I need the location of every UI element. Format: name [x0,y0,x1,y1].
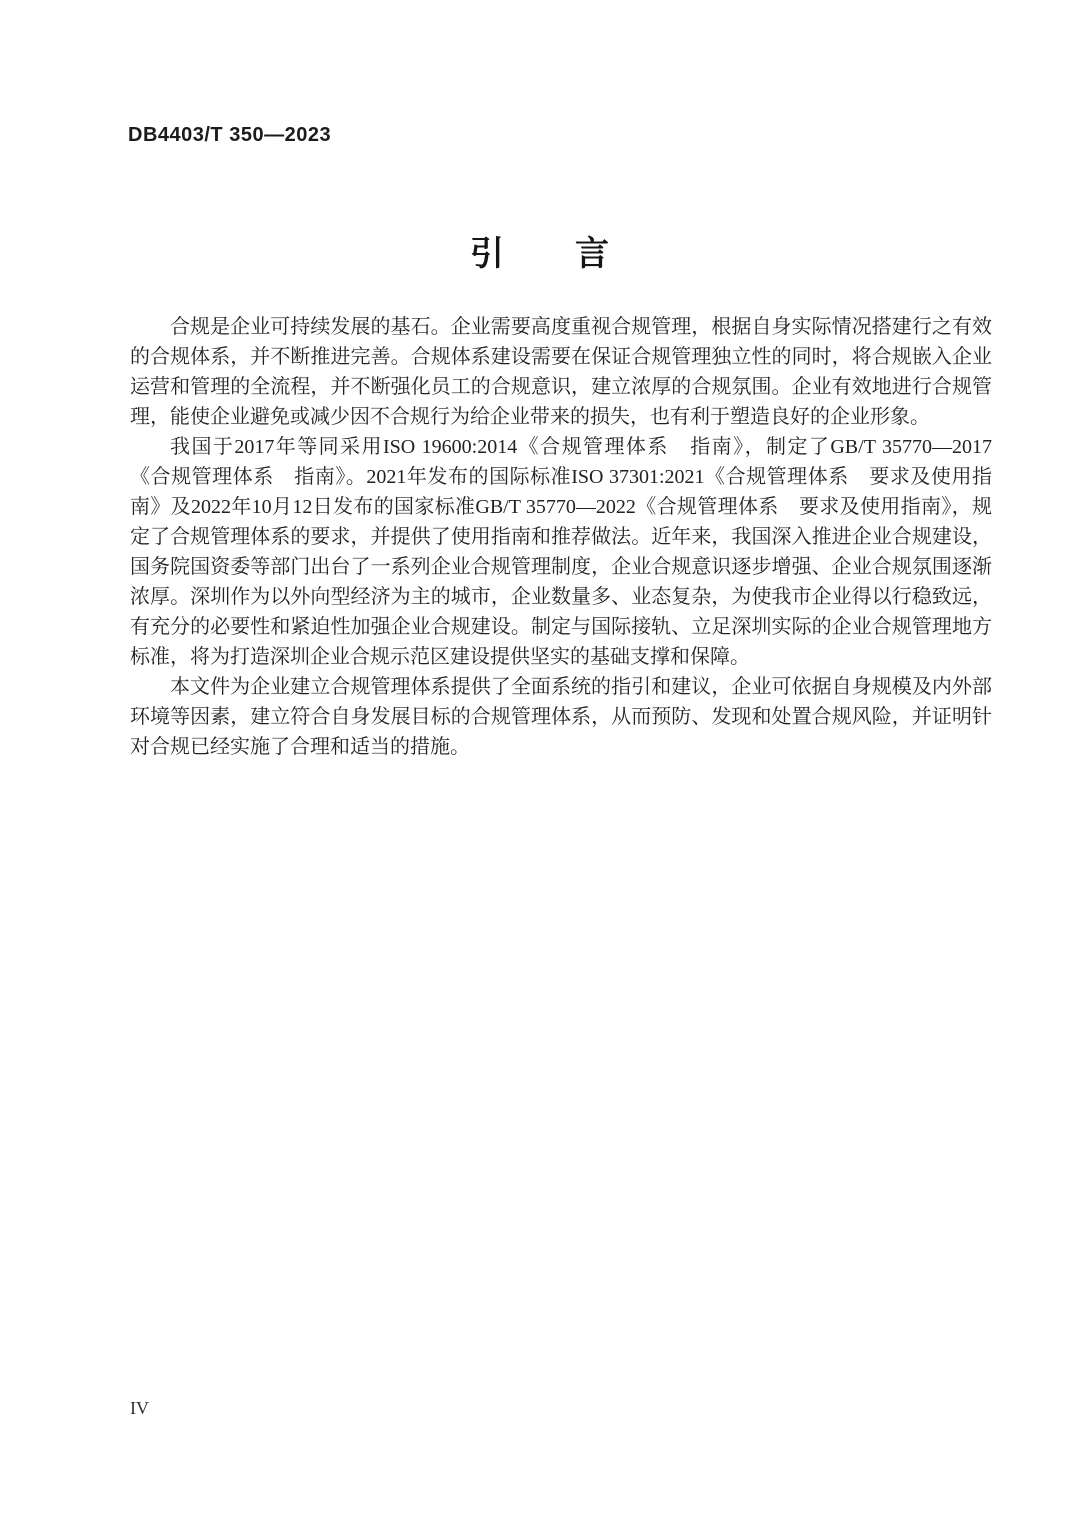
document-body [130,312,992,762]
paragraph-1: 合规是企业可持续发展的基石。企业需要高度重视合规管理，根据自身实际情况搭建行之有效的合规体系，并不断推进完善。合规体系建设需要在保证合规管理独立性的同时，将合规嵌入企业运营和管理的全流程，并不断强化员工的合规意识，建立浓厚的合规氛围。企业有效地进行合规管理，能使企业避免或减少因不合规行为给企业带来的损失，也有利于塑造良好的企业形象。 [130,316,992,428]
standard-number-header: DB4403/T 350—2023 [128,124,332,146]
paragraph-3: 本文件为企业建立合规管理体系提供了全面系统的指引和建议，企业可依据自身规模及内外部环境等因素，建立符合自身发展目标的合规管理体系，从而预防、发现和处置合规风险，并证明针对合规已经实施了合理和适当的措施。 [130,676,992,758]
page-number: IV [130,1398,149,1418]
paragraph-2: 我国于2017年等同采用ISO 19600:2014《合规管理体系 指南》，制定了GB/T 35770—2017《合规管理体系 指南》。2021年发布的国际标准ISO 37301:2021《合规管理体系 要求及使用指南》及2022年10月12日发布的国家标准GB/T 35770—2022《合规管理体系 要求及使用指南》，规定了合规管理体系的要求，并提供了使用指南和推荐做法。近年来，我国深入推进企业合规建设，国务院国资委等部门出台了一系列企业合规管理制度，企业合规意识逐步增强、企业合规氛围逐渐浓厚。深圳作为以外向型经济为主的城市，企业数量多、业态复杂，为使我市企业得以行稳致远，有充分的必要性和紧迫性加强企业合规建设。制定与国际接轨、立足深圳实际的企业合规管理地方标准，将为打造深圳企业合规示范区建设提供坚实的基础支撑和保障。 [130,436,992,668]
page-title: 引 言 [470,235,610,273]
